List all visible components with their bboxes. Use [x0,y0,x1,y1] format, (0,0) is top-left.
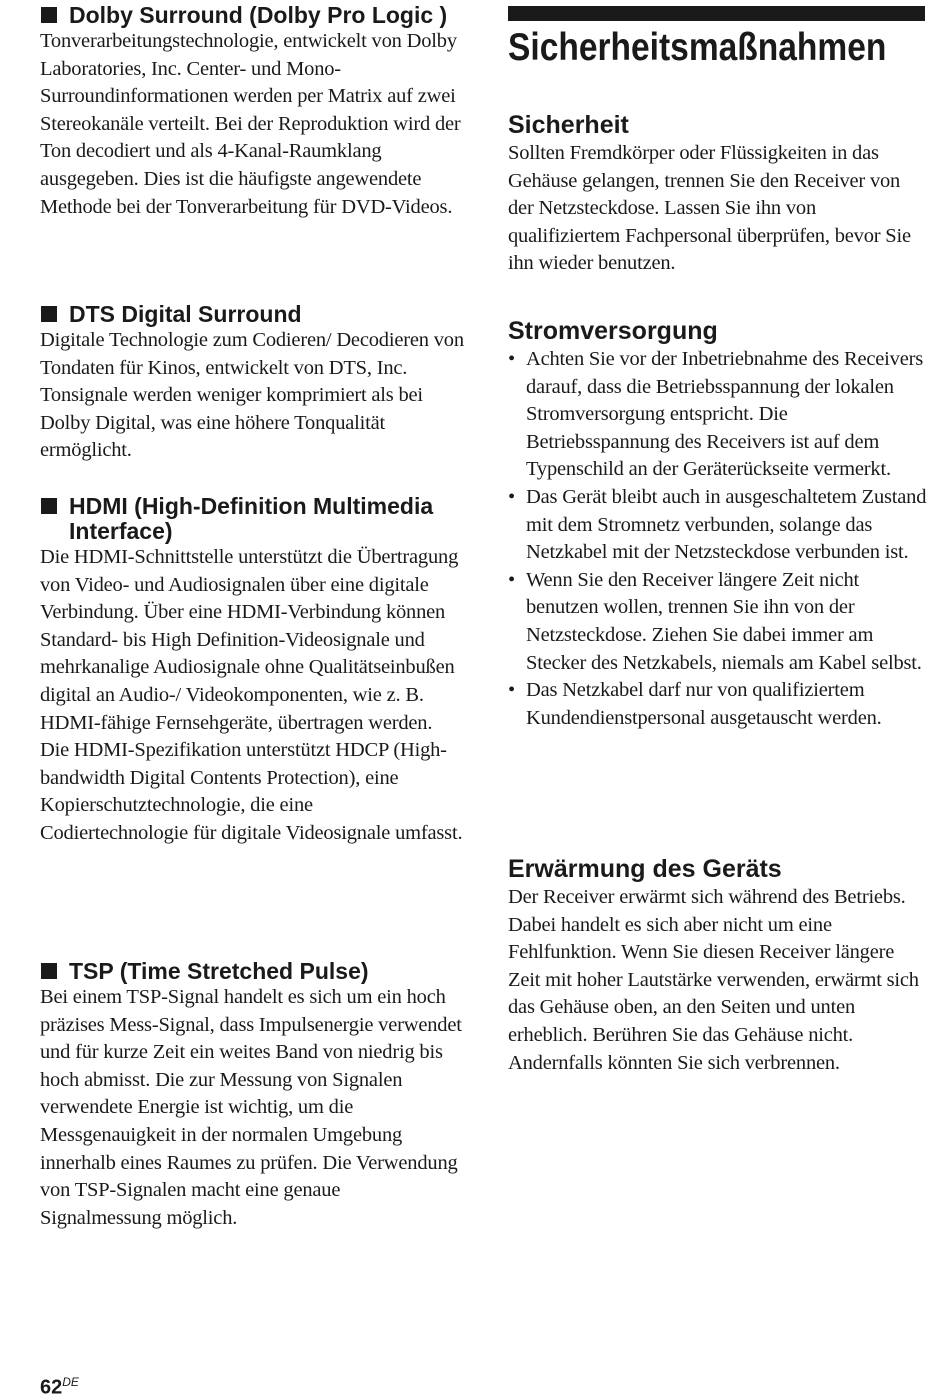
glossary-entry-tsp [40,959,465,1232]
square-bullet-icon [41,498,57,514]
section-stromversorgung [508,316,928,732]
glossary-heading [40,302,465,327]
page-number-value: 62 [40,1376,63,1399]
section-heading: Stromversorgung [508,317,718,345]
glossary-entry-hdmi [40,494,465,848]
list-item-text: Das Netzkabel darf nur von qualifiziertem Kundendienstpersonal ausgetauscht werden. [526,679,882,729]
list-item [508,567,928,677]
section-divider-bar [508,6,925,21]
page-number-suffix: DE [62,1375,79,1389]
glossary-heading-text: TSP (Time Stretched Pulse) [69,958,369,984]
bullet-dot-icon: • [508,348,515,370]
glossary-entry-dts [40,302,465,465]
section-heading: Sicherheit [508,111,629,139]
section-text: Sollten Fremdkörper oder Flüssigkeiten in das Gehäuse gelangen, trennen Sie den Receiver von der Netzsteckdose. Lassen Sie ihn von qualifiziertem Fachpersonal überprüfen, bevor Sie ihn wieder benutzen. [508,142,911,275]
square-bullet-icon [41,7,57,23]
section-heading: Erwärmung des Geräts [508,855,782,883]
page-number [40,1370,79,1400]
glossary-text: Tonverarbeitungstechnologie, entwickelt von Dolby Laboratories, Inc. Center- und Mono-Surroundinformationen werden per Matrix auf zwei Stereokanäle verteilt. Bei der Reproduktion wird der Ton decodiert und als 4-Kanal-Raumklang ausgegeben. Dies ist die häufigste angewendete Methode bei der Tonverarbeitung für DVD-Videos. [40,30,461,218]
glossary-heading-text: HDMI (High-Definition Multimedia Interface) [69,493,434,544]
bullet-dot-icon: • [508,568,515,591]
list-item [508,677,928,732]
list-item-text: Das Gerät bleibt auch in ausgeschaltetem Zustand mit dem Stromnetz verbunden, solange das Netzkabel mit der Netzsteckdose verbunden ist. [526,485,927,564]
glossary-text: Die HDMI-Schnittstelle unterstützt die Übertragung von Video- und Audiosignalen über eine digitale Verbindung. Über eine HDMI-Verbindung können Standard- bis High Definition-Videosignale und mehrkanalige Audiosignale ohne Qualitätseinbußen digital an Audio-/ Videokomponenten, wie z. B. HDMI-fähige Fernsehgeräte, übertragen werden. Die HDMI-Spezifikation unterstützt HDCP (High-bandwidth Digital Contents Protection), eine Kopierschutztechnologie, die eine Codiertechnologie für digitale Videosignale umfasst. [40,546,463,844]
glossary-heading [40,494,465,544]
section-erwaermung [508,854,928,1077]
bullet-list [508,346,928,732]
section-text: Der Receiver erwärmt sich während des Betriebs. Dabei handelt es sich aber nicht um eine Fehlfunktion. Wenn Sie diesen Receiver längere Zeit mit hoher Lautstärke verwenden, erwärmt sich das Gehäuse oben, an den Seiten und unten erheblich. Berühren Sie das Gehäuse nicht. Andernfalls könnten Sie sich verbrennen. [508,886,919,1074]
glossary-heading-text: Dolby Surround (Dolby Pro Logic ) [69,2,448,28]
bullet-dot-icon: • [508,485,515,508]
list-item [508,484,928,567]
list-item-text: Achten Sie vor der Inbetriebnahme des Receivers darauf, dass die Betriebsspannung der lokalen Stromversorgung entspricht. Die Betriebsspannung des Receivers ist auf dem Typenschild an der Geräterückseite vermerkt. [526,348,924,481]
glossary-heading [40,3,465,28]
square-bullet-icon [41,306,57,322]
list-item [508,346,928,484]
section-sicherheit [508,110,928,278]
glossary-heading-text: DTS Digital Surround [69,301,302,327]
square-bullet-icon [41,963,57,979]
page-title: Sicherheitsmaßnahmen [508,26,887,69]
bullet-dot-icon: • [508,679,515,702]
glossary-text: Digitale Technologie zum Codieren/ Decodieren von Tondaten für Kinos, entwickelt von DTS, Inc. Tonsignale werden weniger komprimiert als bei Dolby Digital, was eine höhere Tonqualität ermöglicht. [40,329,464,462]
glossary-heading [40,959,465,984]
glossary-entry-dolby [40,3,465,221]
glossary-text: Bei einem TSP-Signal handelt es sich um ein hoch präzises Mess-Signal, dass Impulsenergie verwendet und für kurze Zeit ein weites Band von niedrig bis hoch abmisst. Die zur Messung von Signalen verwendete Energie ist wichtig, um die Messgenauigkeit in der normalen Umgebung innerhalb eines Raumes zu prüfen. Die Verwendung von TSP-Signalen macht eine genaue Signalmessung möglich. [40,986,462,1229]
list-item-text: Wenn Sie den Receiver längere Zeit nicht benutzen wollen, trennen Sie ihn von der Netzsteckdose. Ziehen Sie dabei immer am Stecker des Netzkabels, niemals am Kabel selbst. [526,568,922,674]
